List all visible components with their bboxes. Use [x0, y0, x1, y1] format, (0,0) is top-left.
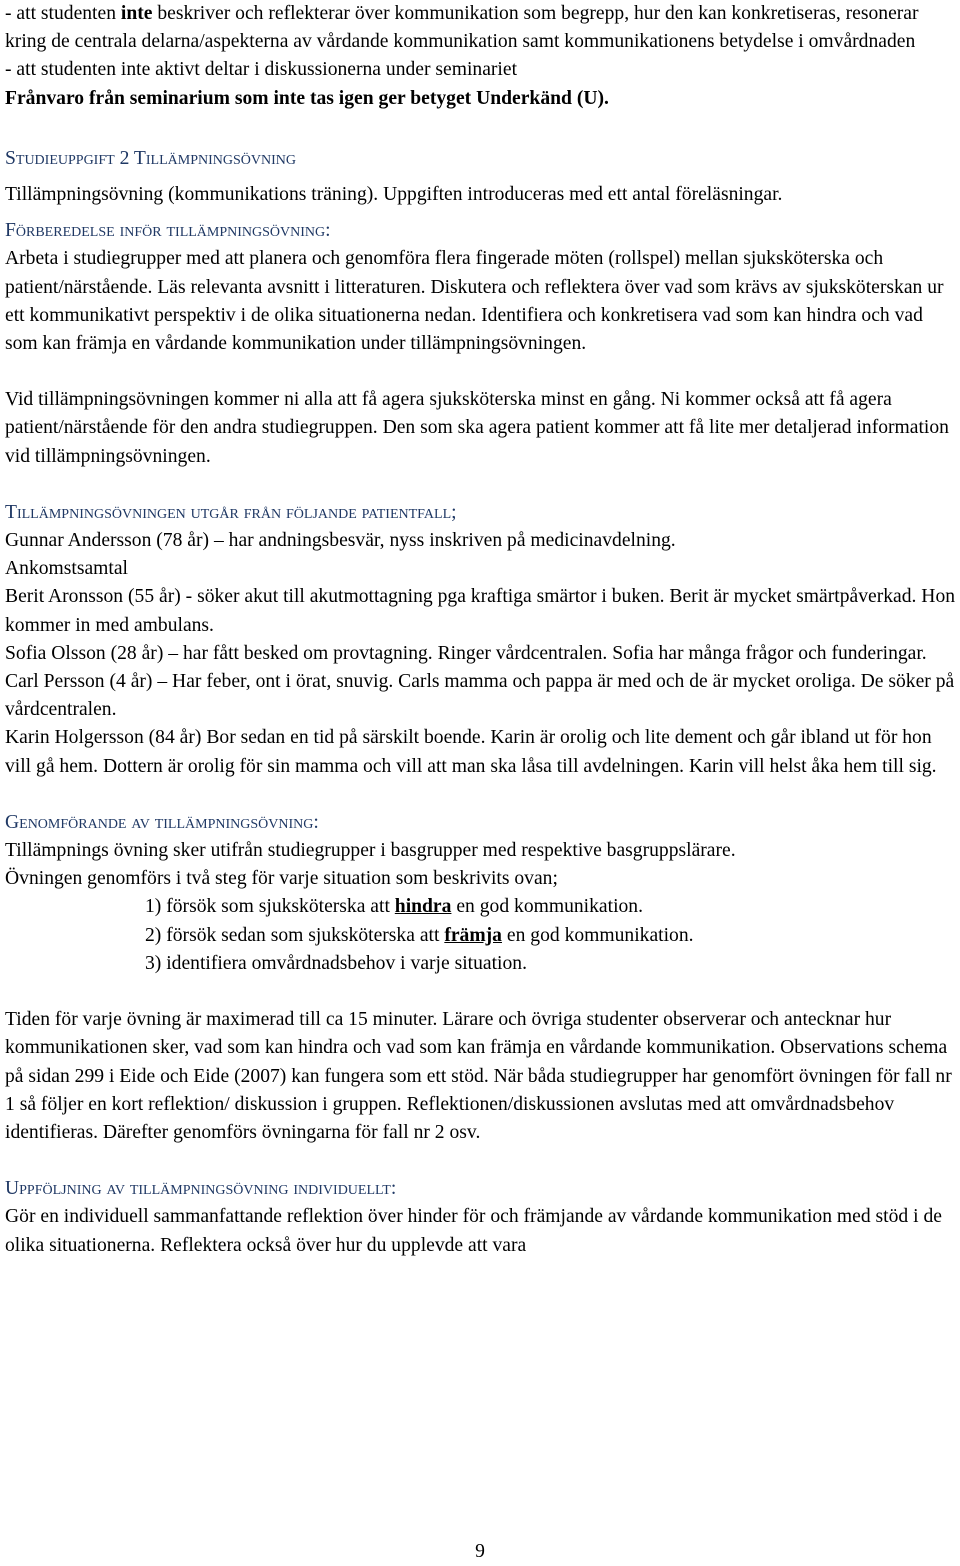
patientfall-case: Carl Persson (4 år) – Har feber, ont i örat, snuvig. Carls mamma och pappa är med och de är mycket oroliga. De söker på vårdcentralen. — [5, 671, 955, 721]
patientfall-case: Sofia Olsson (28 år) – har fått besked om provtagning. Ringer vårdcentralen. Sofia har många frågor och funderingar. — [5, 642, 927, 664]
uppgift2-text: Tillämpningsövning (kommunikations träning). Uppgiften introduceras med ett antal föreläsningar. — [5, 184, 783, 206]
uppfoljning-heading: Uppföljning av tillämpningsövning individuellt: — [5, 1178, 397, 1200]
genomforande-heading: Genomförande av tillämpningsövning: — [5, 811, 319, 833]
patientfall-case: Gunnar Andersson (78 år) – har andningsbesvär, nyss inskriven på medicinavdelning. — [5, 530, 676, 552]
genomforande-step-3: 3) identifiera omvårdnadsbehov i varje situation. — [145, 952, 527, 974]
uppgift2-heading: Studieuppgift 2 Tillämpningsövning — [5, 147, 296, 169]
intro-criterion-1: - att studenten inte beskriver och reflekterar över kommunikation som begrepp, hur den kan konkretiseras, resonerar kring de centrala delarna/aspekterna av vårdande kommunikation samt kommunikationens betydelse i omvårdnaden — [5, 3, 919, 53]
forberedelse-heading: Förberedelse inför tillämpningsövning: — [5, 220, 331, 242]
intro-criterion-2: - att studenten inte aktivt deltar i diskussionerna under seminariet — [5, 59, 518, 81]
genomforande-line-2: Övningen genomförs i två steg för varje situation som beskrivits ovan; — [5, 868, 558, 890]
page-number: 9 — [475, 1541, 485, 1562]
genomforande-line-1: Tillämpnings övning sker utifrån studiegrupper i basgrupper med respektive basgruppslärare. — [5, 840, 736, 862]
genomforande-text: Tiden för varje övning är maximerad till ca 15 minuter. Lärare och övriga studenter observerar och antecknar hur kommunikationen sker, vad som kan hindra och vad som kan främja en vårdande kommunikation. Observations schema på sidan 299 i Eide och Eide (2007) kan fungera som ett stöd. När båda studiegrupper har genomfört övningen för fall nr 1 så följer en kort reflektion/ diskussion i gruppen. Reflektionen/diskussionen avslutas med att omvårdnadsbehov identifieras. Därefter genomförs övningarna för fall nr 2 osv. — [5, 1009, 952, 1143]
forberedelse-text-2: Vid tillämpningsövningen kommer ni alla att få agera sjuksköterska minst en gång. Ni kommer också att få agera patient/närstående för den andra studiegruppen. Den som ska agera patient kommer att få lite mer detaljerad information vid tillämpningsövningen. — [5, 389, 949, 467]
patientfall-heading: Tillämpningsövningen utgår från följande patientfall; — [5, 501, 457, 523]
forberedelse-text: Arbeta i studiegrupper med att planera och genomföra flera fingerade möten (rollspel) mellan sjuksköterska och patient/närstående. Läs relevanta avsnitt i litteraturen. Diskutera och reflektera över vad som krävs av sjuksköterskan ur ett kommunikativt perspektiv i de olika situationerna nedan. Identifiera och konkretisera vad som kan hindra och vad som kan främja en vårdande kommunikation under tillämpningsövningen. — [5, 248, 944, 355]
genomforande-step-1: 1) försök som sjuksköterska att hindra en god kommunikation. — [145, 896, 644, 918]
patientfall-case: Ankomstsamtal — [5, 558, 128, 580]
genomforande-step-2: 2) försök sedan som sjuksköterska att främja en god kommunikation. — [145, 924, 694, 946]
document-page — [5, 0, 957, 1260]
patientfall-case: Karin Holgersson (84 år) Bor sedan en tid på särskilt boende. Karin är orolig och lite dement och går ibland ut för hon vill gå hem. Dottern är orolig för sin mamma och vill att man ska låsa till avdelningen. Karin vill helst åka hem till sig. — [5, 727, 937, 777]
patientfall-case: Berit Aronsson (55 år) - söker akut till akutmottagning pga kraftiga smärtor i buken. Berit är mycket smärtpåverkad. Hon kommer in med ambulans. — [5, 586, 956, 636]
absence-note: Frånvaro från seminarium som inte tas igen ger betyget Underkänd (U). — [5, 87, 609, 109]
uppfoljning-text: Gör en individuell sammanfattande reflektion över hinder för och främjande av vårdande kommunikation med stöd i de olika situationerna. Reflektera också över hur du upplevde att vara — [5, 1206, 942, 1256]
